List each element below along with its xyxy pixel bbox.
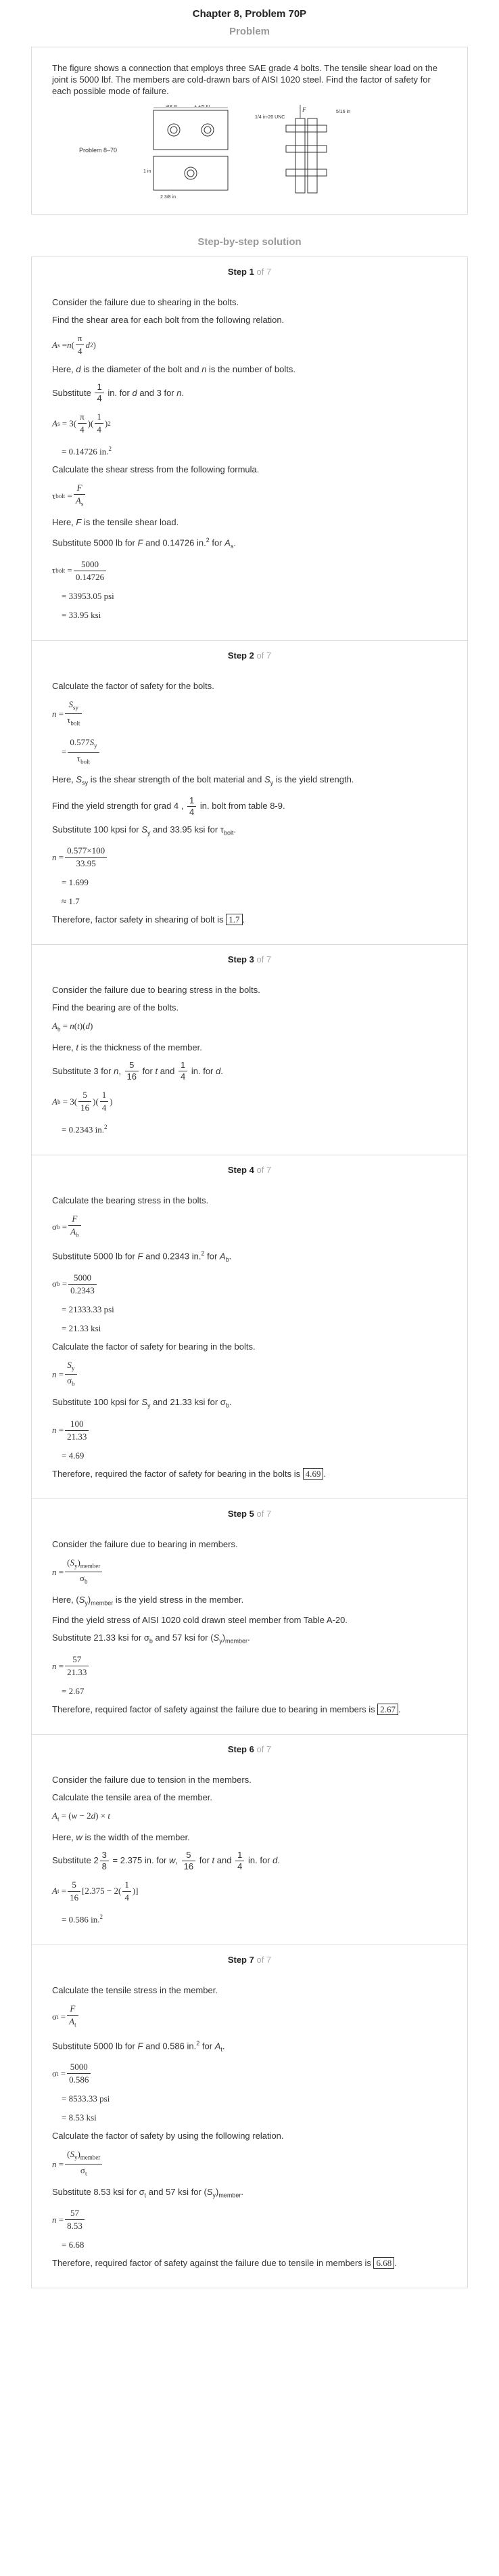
svg-text:1 in: 1 in [143, 169, 151, 174]
svg-text:F: F [302, 106, 306, 113]
step-title: Step 7 of 7 [227, 1954, 272, 1965]
answer-box: 1.7 [226, 914, 242, 925]
problem-box [31, 47, 468, 215]
step-4: Step 4 of 7 Calculate the bearing stress in the bolts. σ b = $\frac{F}{A_b}$ Substitute 5000 lb for F and 0.2343 in.$^2$ for $A_b$. σ b = $\frac{5000}{0.2343}$ = 21333.33 psi = 21.33 ksi Calculate the factor of safety for bearing in the bolts. n = $\frac{S_y}{\sigma_b}$ Substitute 100 kpsi for $S_y$ and 21.33 ksi for $\sigma_b$. n = $\frac{100}{21.33}$ = 4.69 Therefore, required the factor of safety for bearing in the bolts is 4.69 . [31, 1155, 468, 1498]
problem-figure [52, 105, 431, 200]
page-title: Chapter 8, Problem 70P [192, 8, 307, 20]
bolt-hole [185, 167, 197, 179]
svg-text:1 1/4 in: 1 1/4 in [194, 105, 210, 108]
bottom-plate [153, 156, 228, 190]
step-2: Step 2 of 7 Calculate the factor of safety for the bolts. n = $\frac{S_{sy}}{\tau_{bolt}}$ = $\frac{0.577S_y}{\tau_{bolt}}$ Here, $S_{sy}$ is the shear strength of the bolt material and $S_y$ is the yield strength. Find the yield strength for grad 4 , $\frac{1}{4}$ in. bolt from table 8-9. Substitute 100 kpsi for $S_y$ and 33.95 ksi for $\tau_{bolt}$. n = $\frac{0.577\times 100}{33.95}$ = 1.699 ≈ 1.7 Therefore, factor safety in shearing of bolt is 1.7 . [31, 641, 468, 946]
step-7: Step 7 of 7 Calculate the tensile stress in the member. σ t = $\frac{F}{A_t}$ Substitute 5000 lb for F and 0.586 in.$^2$ for $A_t$. σ t = $\frac{5000}{0.586}$ = 8533.33 psi = 8.53 ksi Calculate the factor of safety by using the following relation. n = $\frac{(S_y)_{member}}{\sigma_t}$ Substitute 8.53 ksi for $\sigma_t$ and 57 ksi for $(S_y)_{member}$. n = $\frac{57}{8.53}$ = 6.68 Therefore, required factor of safety against the failure due to tensile in members is 6.68 . [31, 1945, 468, 2288]
problem-text: The figure shows a connection that employs three SAE grade 4 bolts. The tensile shear load on the joint is 5000 lbf. The members are cold-drawn bars of AISI 1020 steel. Find the factor of safety for each possible mode of failure. [52, 63, 437, 96]
bolt-hole [201, 124, 214, 136]
step-title: Step 2 of 7 [227, 650, 272, 661]
top-plate [153, 110, 228, 150]
step-title: Step 6 of 7 [227, 1744, 272, 1754]
answer-box: 4.69 [303, 1468, 324, 1480]
bolt-hole [168, 124, 180, 136]
svg-text:5/8 in: 5/8 in [166, 105, 178, 108]
solution-heading: Step-by-step solution [197, 236, 302, 248]
side-plate [308, 118, 317, 193]
step-title: Step 5 of 7 [227, 1508, 272, 1519]
side-plate [295, 118, 305, 193]
side-bolt [286, 125, 327, 132]
svg-text:5/16 in: 5/16 in [336, 110, 351, 114]
step-6: Step 6 of 7 Consider the failure due to tension in the members. Calculate the tensile area of the member. $A_t = (w - 2d) \times t$ Here, w is the width of the member. Substitute 2 $\frac{3}{8}$ = 2.375 in. for w , $\frac{5}{16}$ for t and $\frac{1}{4}$ in. for d . A t = $\frac{5}{16}$ [2.375 − 2( $\frac{1}{4}$ )] = 0.586 in.$^2$ [31, 1735, 468, 1945]
step-title: Step 4 of 7 [227, 1165, 272, 1176]
answer-box: 6.68 [373, 2257, 394, 2269]
step-3: Step 3 of 7 Consider the failure due to bearing stress in the bolts. Find the bearing are of the bolts. $A_b = n(t)(d)$ Here, t is the thickness of the member. Substitute 3 for n , $\frac{5}{16}$ for t and $\frac{1}{4}$ in. for d . A b = 3( $\frac{5}{16}$ )( $\frac{1}{4}$ ) = 0.2343 in.$^2$ [31, 945, 468, 1155]
svg-text:2 3/8 in: 2 3/8 in [160, 195, 176, 200]
answer-box: 2.67 [377, 1704, 398, 1715]
bolt-hole [204, 127, 211, 133]
svg-text:1/4 in-20 UNC: 1/4 in-20 UNC [255, 115, 285, 120]
step-1: Step 1 of 7 Consider the failure due to shearing in the bolts. Find the shear area for each bolt from the following relation. A s = n ( $\frac{\pi}{4}$ d 2 ) Here, d is the diameter of the bolt and n is the number of bolts. Substitute $\frac{1}{4}$ in. for d and 3 for n . A s = 3( $\frac{\pi}{4}$ )( $\frac{1}{4}$ ) 2 = 0.14726 in.$^2$ Calculate the shear stress from the following formula. τ bolt = $\frac{F}{A_s}$ Here, F is the tensile shear load. Substitute 5000 lb for F and 0.14726 in.$^2$ for $A_s$. τ bolt = $\frac{5000}{0.14726}$ = 33953.05 psi = 33.95 ksi [31, 257, 468, 641]
side-bolt [286, 146, 327, 152]
figure-label: Problem 8–70 [79, 147, 118, 154]
step-5: Step 5 of 7 Consider the failure due to bearing in members. n = $\frac{(S_y)_{member}}{\sigma_b}$ Here, $(S_y)_{member}$ is the yield stress in the member. Find the yield stress of AISI 1020 cold drawn steel member from Table A-20. Substitute 21.33 ksi for $\sigma_b$ and 57 ksi for $(S_y)_{member}$. n = $\frac{57}{21.33}$ = 2.67 Therefore, required factor of safety against the failure due to bearing in members is 2.67 . [31, 1499, 468, 1735]
side-bolt [286, 169, 327, 176]
bolt-hole [187, 170, 194, 177]
step-title: Step 1 of 7 [227, 267, 272, 277]
bolt-hole [170, 127, 177, 133]
problem-heading: Problem [229, 26, 270, 37]
step-title: Step 3 of 7 [227, 954, 272, 965]
